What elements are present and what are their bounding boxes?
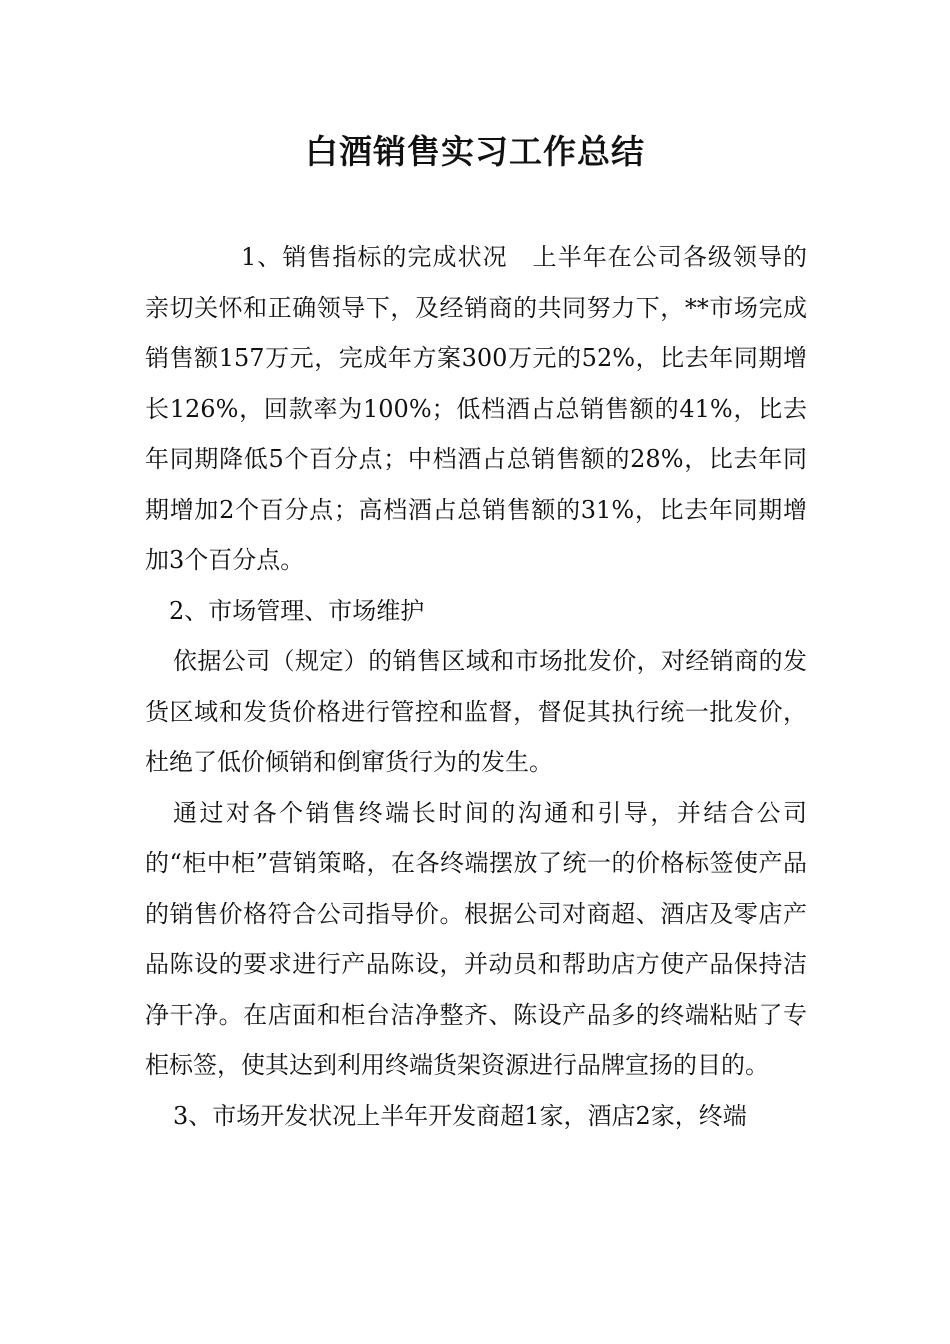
- paragraph-price-control: 依据公司（规定）的销售区域和市场批发价，对经销商的发货区域和发货价格进行管控和监督，督促其执行统一批发价，杜绝了低价倾销和倒窜货行为的发生。: [145, 647, 807, 776]
- document-title: 白酒销售实习工作总结: [305, 132, 645, 171]
- paragraph-market-development: 3、市场开发状况上半年开发商超1家，酒店2家，终端: [173, 1101, 747, 1130]
- paragraph-sales-targets: 1、销售指标的完成状况 上半年在公司各级领导的亲切关怀和正确领导下，及经销商的共同努力下，**市场完成销售额157万元，完成年方案300万元的52%，比去年同期增长126%，回款率为100%；低档酒占总销售额的41%，比去年同期降低5个百分点；中档酒占总销售额的28%，比去年同期增加2个百分点；高档酒占总销售额的31%，比去年同期增加3个百分点。: [145, 243, 807, 574]
- document-body: [145, 232, 807, 1141]
- paragraph-terminal-display: 通过对各个销售终端长时间的沟通和引导，并结合公司的“柜中柜”营销策略，在各终端摆放了统一的价格标签使产品的销售价格符合公司指导价。根据公司对商超、酒店及零店产品陈设的要求进行产品陈设，并动员和帮助店方使产品保持洁净干净。在店面和柜台洁净整齐、陈设产品多的终端粘贴了专柜标签，使其达到利用终端货架资源进行品牌宣扬的目的。: [145, 798, 807, 1079]
- heading-market-management: 2、市场管理、市场维护: [169, 596, 425, 625]
